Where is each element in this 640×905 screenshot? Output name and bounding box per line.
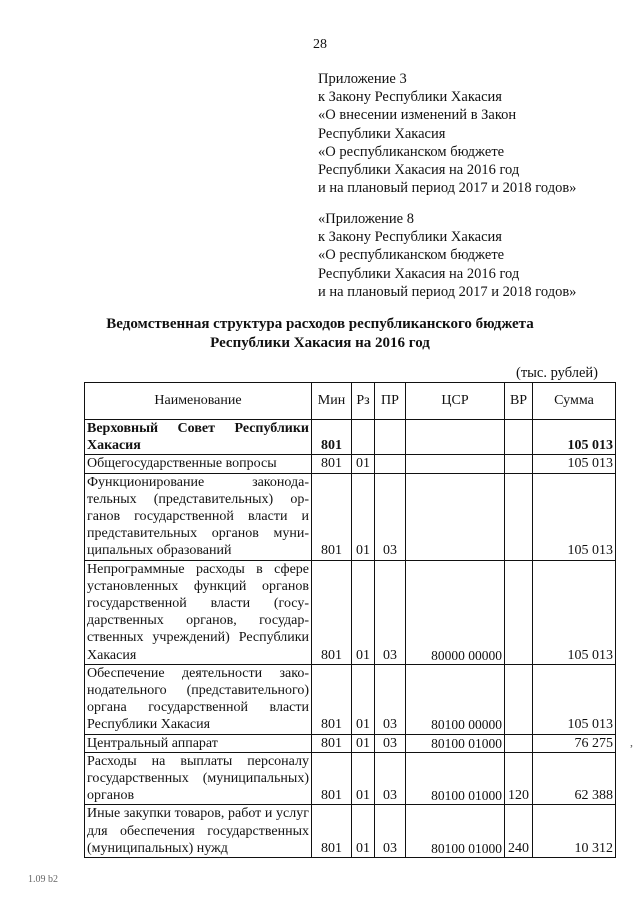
header-sum: Сумма — [533, 383, 616, 420]
cell-min: 801 — [312, 420, 352, 455]
cell-rz: 01 — [352, 752, 375, 805]
cell-min: 801 — [312, 473, 352, 560]
header-vr: ВР — [505, 383, 533, 420]
cell-vr — [505, 560, 533, 664]
cell-csr: 80100 01000 — [406, 734, 505, 752]
table-row — [85, 455, 616, 473]
annex-8-header — [318, 210, 576, 301]
cell-pr: 03 — [375, 473, 406, 560]
cell-pr: 03 — [375, 734, 406, 752]
table-row — [85, 664, 616, 734]
cell-csr — [406, 473, 505, 560]
cell-csr: 80100 01000 — [406, 805, 505, 858]
cell-rz: 01 — [352, 734, 375, 752]
cell-name: Расходы на выплаты персоналу государственных (муниципальных) органов — [85, 752, 312, 805]
annex-3-line: «О республиканском бюджете — [318, 143, 505, 160]
cell-vr — [505, 664, 533, 734]
page-number: 28 — [313, 37, 327, 52]
cell-rz: 01 — [352, 664, 375, 734]
cell-sum: 76 275 — [533, 734, 616, 752]
cell-sum: 62 388 — [533, 752, 616, 805]
cell-vr — [505, 734, 533, 752]
cell-sum: 105 013 — [533, 420, 616, 455]
cell-name: Обеспечение деятельности законодательного (представительного) органа государственной власти Республики Хакасия — [85, 664, 312, 734]
cell-sum: 105 013 — [533, 664, 616, 734]
cell-min: 801 — [312, 734, 352, 752]
table-row — [85, 420, 616, 455]
annex-3-line: Республики Хакасия на 2016 год — [318, 162, 520, 179]
header-pr: ПР — [375, 383, 406, 420]
cell-rz: 01 — [352, 455, 375, 473]
cell-pr: 03 — [375, 752, 406, 805]
annex-8-line: к Закону Республики Хакасия — [318, 229, 502, 246]
cell-rz: 01 — [352, 805, 375, 858]
budget-table — [84, 382, 616, 858]
cell-min: 801 — [312, 752, 352, 805]
margin-mark: , — [630, 735, 633, 749]
cell-min: 801 — [312, 664, 352, 734]
units-label: (тыс. рублей) — [516, 365, 598, 381]
cell-vr — [505, 473, 533, 560]
cell-min: 801 — [312, 455, 352, 473]
cell-name: Общегосударственные вопросы — [85, 455, 312, 473]
cell-rz: 01 — [352, 473, 375, 560]
header-name: Наименование — [85, 383, 312, 420]
document-title-line: Ведомственная структура расходов республиканского бюджета — [106, 316, 534, 332]
cell-sum: 105 013 — [533, 455, 616, 473]
cell-pr: 03 — [375, 664, 406, 734]
header-rz: Рз — [352, 383, 375, 420]
cell-rz: 01 — [352, 560, 375, 664]
table-row — [85, 734, 616, 752]
cell-min: 801 — [312, 805, 352, 858]
cell-sum: 10 312 — [533, 805, 616, 858]
cell-name: Функционирование законодательных (представительных) органов государственной власти и представительных органов муниципальных образований — [85, 473, 312, 560]
cell-rz — [352, 420, 375, 455]
table-row — [85, 752, 616, 805]
table-header-row — [85, 383, 616, 420]
cell-csr — [406, 455, 505, 473]
header-min: Мин — [312, 383, 352, 420]
annex-8-line: и на плановый период 2017 и 2018 годов» — [318, 283, 577, 300]
table-row — [85, 560, 616, 664]
cell-vr: 240 — [505, 805, 533, 858]
annex-3-line: «О внесении изменений в Закон — [318, 107, 517, 124]
annex-8-line: «Приложение 8 — [318, 211, 414, 227]
cell-csr: 80000 00000 — [406, 560, 505, 664]
annex-3-header — [318, 70, 576, 197]
document-title — [0, 315, 640, 353]
table-row — [85, 473, 616, 560]
document-title-line: Республики Хакасия на 2016 год — [210, 335, 430, 351]
table-row — [85, 805, 616, 858]
cell-sum: 105 013 — [533, 560, 616, 664]
annex-3-line: Приложение 3 — [318, 71, 407, 87]
cell-csr — [406, 420, 505, 455]
cell-pr: 03 — [375, 805, 406, 858]
annex-8-line: Республики Хакасия на 2016 год — [318, 265, 520, 282]
annex-3-line: и на плановый период 2017 и 2018 годов» — [318, 180, 577, 197]
cell-pr — [375, 455, 406, 473]
cell-csr: 80100 00000 — [406, 664, 505, 734]
cell-name: Центральный аппарат — [85, 734, 312, 752]
cell-min: 801 — [312, 560, 352, 664]
header-csr: ЦСР — [406, 383, 505, 420]
cell-sum: 105 013 — [533, 473, 616, 560]
cell-pr: 03 — [375, 560, 406, 664]
cell-name: Иные закупки товаров, работ и услуг для обеспечения государственных (муниципальных) нужд — [85, 805, 312, 858]
annex-8-line: «О республиканском бюджете — [318, 247, 505, 264]
annex-3-line: к Закону Республики Хакасия — [318, 89, 502, 106]
cell-pr — [375, 420, 406, 455]
cell-vr: 120 — [505, 752, 533, 805]
cell-name: Верховный Совет Республики Хакасия — [85, 420, 312, 455]
footer-print-mark: 1.09 b2 — [28, 874, 58, 885]
cell-name: Непрограммные расходы в сфере установленных функций органов государственной власти (государственных органов, государственных учреждений) Республики Хакасия — [85, 560, 312, 664]
cell-vr — [505, 455, 533, 473]
cell-csr: 80100 01000 — [406, 752, 505, 805]
annex-3-line: Республики Хакасия — [318, 125, 446, 142]
cell-vr — [505, 420, 533, 455]
